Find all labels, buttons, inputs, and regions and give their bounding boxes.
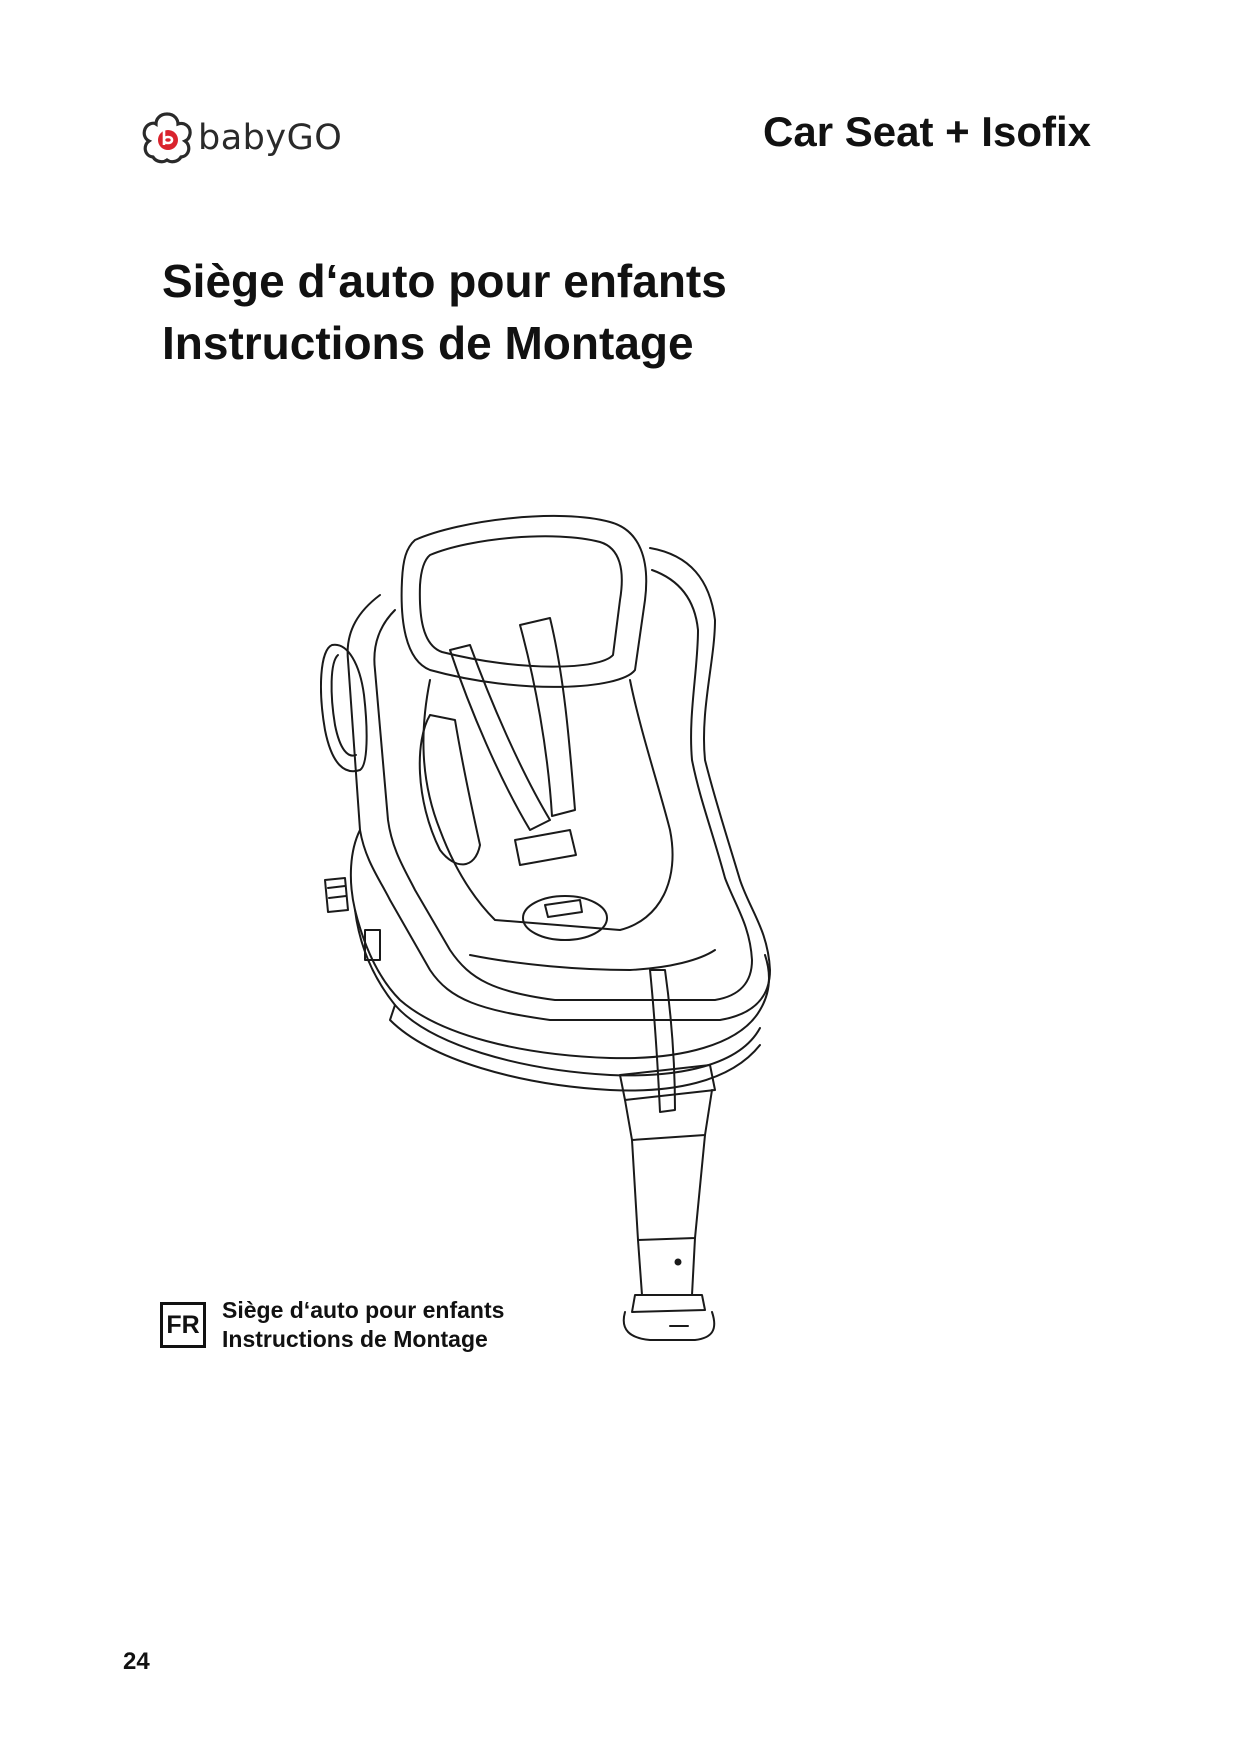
page-title-line-2: Instructions de Montage xyxy=(162,317,694,369)
page-title xyxy=(162,250,727,374)
language-badge: FR xyxy=(160,1302,206,1348)
babygo-logo-icon xyxy=(138,109,196,167)
product-title: Car Seat + Isofix xyxy=(763,108,1091,155)
language-subtitle-line-2: Instructions de Montage xyxy=(222,1326,488,1352)
brand-name: babyGO xyxy=(198,118,343,158)
page-title-line-1: Siège d‘auto pour enfants xyxy=(162,255,727,307)
page-number: 24 xyxy=(123,1648,150,1675)
language-subtitle-line-1: Siège d‘auto pour enfants xyxy=(222,1297,505,1323)
language-block xyxy=(160,1296,504,1354)
language-subtitle xyxy=(222,1296,504,1354)
brand-logo xyxy=(138,108,358,168)
